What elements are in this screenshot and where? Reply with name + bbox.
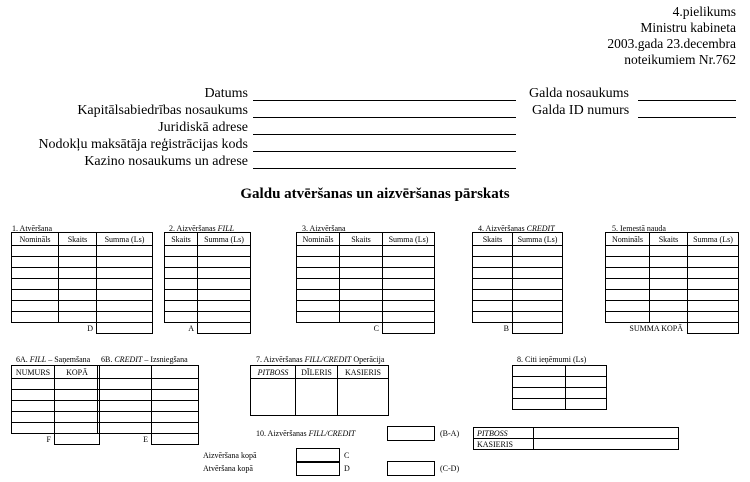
s1-col-2: Skaits [59, 233, 97, 246]
field-address[interactable] [253, 120, 516, 135]
s10-row1-code: C [344, 451, 350, 460]
s6b-title: 6B. CREDIT – Izsniegšana [101, 355, 188, 364]
s1-col-1: Nomināls [12, 233, 59, 246]
s3-col-2: Skaits [340, 233, 383, 246]
s10-row1-label: Aizvēršana kopā [203, 451, 257, 460]
annex-note [607, 4, 736, 68]
annex-line-3: 2003.gada 23.decembra [607, 36, 736, 51]
field-label-address: Juridiskā adrese [158, 120, 248, 135]
s5-title: 5. Iemestā nauda [612, 224, 666, 233]
s4-col-1: Skaits [473, 233, 513, 246]
s7-table [250, 365, 389, 416]
signature-table [473, 427, 679, 450]
s6b-table [97, 365, 199, 445]
field-datums[interactable] [253, 86, 516, 101]
sign-pitboss: PITBOSS [474, 428, 534, 439]
s5-col-2: Skaits [650, 233, 688, 246]
annex-line-1: 4.pielikums [672, 4, 736, 19]
field-table-id[interactable] [638, 103, 736, 118]
s7-title: 7. Aizvēršanas FILL/CREDIT Operācija [256, 355, 385, 364]
field-casino[interactable] [253, 154, 516, 169]
s4-table [472, 232, 563, 334]
field-label-taxcode: Nodokļu maksātāja reģistrācijas kods [38, 137, 248, 152]
s6a-col-2: KOPĀ [55, 366, 100, 379]
s3-table [296, 232, 435, 334]
s7-col-3: KASIERIS [338, 366, 389, 379]
s10-row2-code: D [344, 464, 350, 473]
form-title: Galdu atvēršanas un aizvēršanas pārskats [240, 186, 510, 202]
annex-line-4: noteikumiem Nr.762 [624, 52, 736, 67]
s1-col-3: Summa (Ls) [97, 233, 153, 246]
s7-col-1: PITBOSS [251, 366, 296, 379]
s2-col-1: Skaits [165, 233, 198, 246]
s3-col-1: Nomināls [297, 233, 340, 246]
s6b-foot: E [143, 434, 148, 444]
s10-row2-label: Atvēršana kopā [203, 464, 253, 473]
field-label-casino: Kazino nosaukums un adrese [84, 154, 248, 169]
s6a-foot: F [46, 434, 51, 444]
s1-title: 1. Atvēršana [12, 224, 52, 233]
s1-table [11, 232, 153, 334]
s6a-title: 6A. FILL – Saņemšana [16, 355, 91, 364]
s10-title: 10. Aizvēršanas FILL/CREDIT [256, 429, 356, 438]
s8-title: 8. Citi ieņēmumi (Ls) [517, 355, 587, 364]
field-label-company: Kapitālsabiedrības nosaukums [77, 103, 248, 118]
s5-foot: SUMMA KOPĀ [629, 323, 683, 333]
s2-title: 2. Aizvēršanas FILL [169, 224, 235, 233]
s10-result-cd[interactable] [387, 461, 435, 476]
s4-col-2: Summa (Ls) [513, 233, 563, 246]
s2-table [164, 232, 251, 334]
sign-kasieris: KASIERIS [474, 439, 534, 450]
s10-code-cd: (C-D) [440, 464, 460, 473]
s2-foot: A [188, 323, 194, 333]
s8-table [512, 365, 607, 410]
s6a-col-1: NUMURS [12, 366, 55, 379]
s10-row2-box[interactable] [296, 461, 340, 476]
s6a-table [11, 365, 100, 445]
field-label-table-id: Galda ID numurs [532, 103, 630, 118]
field-company[interactable] [253, 103, 516, 118]
s1-foot: D [87, 323, 93, 333]
field-label-table-name: Galda nosaukums [529, 86, 629, 101]
s4-foot: B [503, 323, 509, 333]
field-table-name[interactable] [638, 86, 736, 101]
s5-col-3: Summa (Ls) [688, 233, 739, 246]
s10-code-ba: (B-A) [440, 429, 460, 438]
s3-foot: C [373, 323, 379, 333]
s10-result-ba[interactable] [387, 426, 435, 441]
s5-table [605, 232, 739, 334]
s5-col-1: Nomināls [606, 233, 650, 246]
field-taxcode[interactable] [253, 137, 516, 152]
s3-title: 3. Aizvēršana [302, 224, 346, 233]
s2-col-2: Summa (Ls) [198, 233, 251, 246]
s3-col-3: Summa (Ls) [383, 233, 435, 246]
s7-col-2: DĪLERIS [296, 366, 338, 379]
annex-line-2: Ministru kabineta [640, 20, 736, 35]
field-label-datums: Datums [204, 86, 248, 101]
s4-title: 4. Aizvēršanas CREDIT [478, 224, 555, 233]
